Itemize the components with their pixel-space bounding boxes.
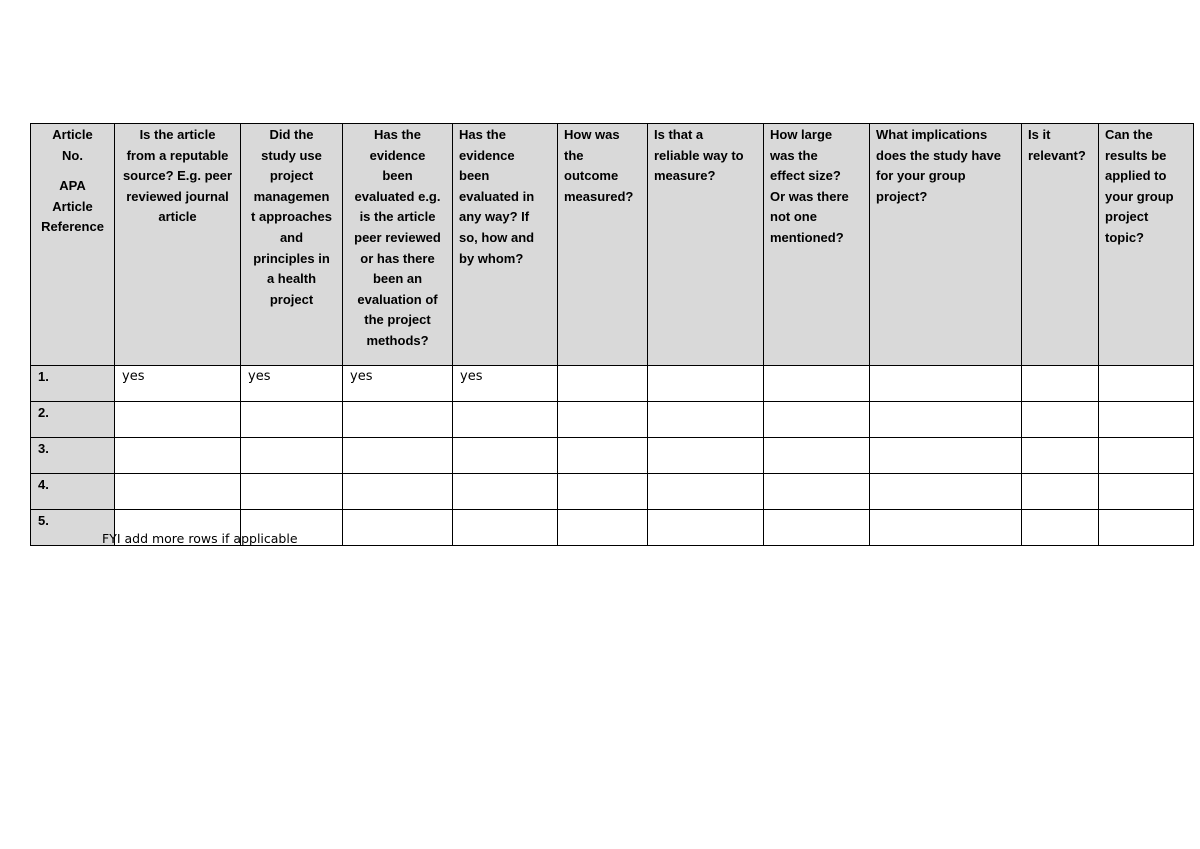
table-cell[interactable]: yes [241,366,343,402]
column-header-line: measure? [654,168,716,184]
table-cell[interactable] [343,474,453,510]
table-cell[interactable] [115,474,241,510]
table-cell[interactable] [453,438,558,474]
table-cell[interactable] [343,438,453,474]
column-header-line: How was [564,127,620,142]
table-cell[interactable] [870,510,1022,546]
column-header-line: evaluated e.g. [354,188,441,204]
column-header-line: evaluated in [459,188,535,204]
column-header [558,124,648,366]
table-cell[interactable]: yes [453,366,558,402]
table-cell[interactable] [648,474,764,510]
table-cell[interactable] [115,402,241,438]
column-header-line: evidence [459,147,515,163]
column-header-line: Reference [41,219,104,235]
table-row [31,402,1194,438]
row-number: 3. [31,438,115,474]
column-header-line: Is that a [654,127,704,142]
row-number: 4. [31,474,115,510]
table-cell[interactable] [241,402,343,438]
table-cell[interactable] [764,438,870,474]
column-header-line: Or was there [770,188,849,204]
table-cell[interactable] [343,402,453,438]
table-body [31,366,1194,546]
column-header-line: project [269,168,314,184]
column-header-line: Did the [269,127,314,142]
document-page [30,123,1194,546]
column-header-line: evaluation of [357,291,438,307]
table-cell[interactable] [1099,366,1194,402]
table-cell[interactable] [648,438,764,474]
column-header-line: relevant? [1028,147,1086,163]
column-header-line: does the study have [876,147,1001,163]
table-cell[interactable] [558,402,648,438]
table-cell[interactable] [241,438,343,474]
column-header-line: from a reputable [126,147,229,163]
table-cell[interactable] [558,366,648,402]
column-header-line: was the [770,147,818,163]
column-header-line: t approaches [251,209,332,225]
column-header [870,124,1022,366]
table-cell[interactable] [1099,438,1194,474]
column-header [764,124,870,366]
table-cell[interactable] [870,402,1022,438]
column-header [453,124,558,366]
column-header-line: so, how and [459,229,535,245]
column-header-line [37,166,108,176]
column-header [1099,124,1194,366]
column-header [343,124,453,366]
column-header-line: measured? [564,188,634,204]
row-number: 1. [31,366,115,402]
column-header-line: peer reviewed [354,229,441,245]
column-header-line: project [269,291,314,307]
column-header-line: topic? [1105,229,1144,245]
table-cell[interactable] [1099,402,1194,438]
column-header-line: source? E.g. peer [122,168,233,184]
table-cell[interactable] [764,366,870,402]
column-header-line: APA [59,178,86,194]
column-header [31,124,115,366]
column-header-line: Has the [374,127,421,142]
column-header-line: your group [1105,188,1174,204]
table-row [31,438,1194,474]
table-cell[interactable] [1022,402,1099,438]
column-header-line: How large [770,127,833,142]
column-header-line: reliable way to [654,147,744,163]
table-cell[interactable] [870,366,1022,402]
table-cell[interactable]: yes [115,366,241,402]
table-cell[interactable] [764,510,870,546]
column-header-line: by whom? [459,250,524,266]
table-cell[interactable] [1022,366,1099,402]
column-header-line: study use [261,147,322,163]
table-cell[interactable] [870,474,1022,510]
column-header-line: effect size? [770,168,841,184]
table-cell[interactable] [1022,510,1099,546]
column-header-line: applied to [1105,168,1167,184]
column-header-line: been [382,168,413,184]
table-cell[interactable] [1099,474,1194,510]
column-header-line: any way? If [459,209,530,225]
table-cell[interactable] [648,366,764,402]
column-header-line: the project [364,312,431,328]
table-cell[interactable] [115,438,241,474]
column-header-line: managemen [253,188,330,204]
row-number: 5. [31,510,115,546]
column-header-line: reviewed journal [126,188,229,204]
table-header-row [31,124,1194,366]
column-header-line: and [279,229,304,245]
column-header-line: outcome [564,168,619,184]
table-cell[interactable] [558,510,648,546]
column-header-line: project [1105,209,1149,225]
column-header-line: article [158,209,197,225]
table-cell[interactable] [1022,474,1099,510]
table-row [31,474,1194,510]
column-header-line: principles in [253,250,330,266]
table-cell[interactable] [453,510,558,546]
table-cell[interactable] [453,402,558,438]
table-cell[interactable] [1022,438,1099,474]
article-evaluation-table [30,123,1194,546]
table-cell[interactable] [241,474,343,510]
table-cell[interactable] [453,474,558,510]
column-header-line: evidence [369,147,426,163]
column-header-line: results be [1105,147,1167,163]
table-cell[interactable] [764,474,870,510]
column-header [1022,124,1099,366]
column-header [241,124,343,366]
column-header-line: methods? [366,332,429,348]
column-header-line: not one [770,209,817,225]
row-number: 2. [31,402,115,438]
table-cell[interactable] [343,510,453,546]
column-header-line: is the article [359,209,436,225]
table-cell[interactable] [870,438,1022,474]
column-header-line: No. [62,147,83,163]
column-header-line: or has there [360,250,435,266]
table-cell[interactable] [558,438,648,474]
column-header [115,124,241,366]
column-header-line: Article [52,127,93,142]
column-header-line: for your group [876,168,966,184]
table-cell[interactable] [764,402,870,438]
footnote: FYI add more rows if applicable [102,531,298,546]
column-header-line: a health [266,271,317,287]
table-cell[interactable] [1099,510,1194,546]
column-header [648,124,764,366]
column-header-line: mentioned? [770,229,844,245]
table-cell[interactable] [648,510,764,546]
column-header-line: the [564,147,584,163]
column-header-line: What implications [876,127,988,142]
column-header-line: Article [52,198,93,214]
table-cell[interactable]: yes [343,366,453,402]
table-row [31,366,1194,402]
table-cell[interactable] [558,474,648,510]
column-header-line: Is it [1028,127,1051,142]
column-header-line: Has the [459,127,506,142]
column-header-line: been [459,168,490,184]
column-header-line: been an [372,271,423,287]
column-header-line: project? [876,188,928,204]
column-header-line: Is the article [139,127,216,142]
table-cell[interactable] [648,402,764,438]
column-header-line: Can the [1105,127,1153,142]
